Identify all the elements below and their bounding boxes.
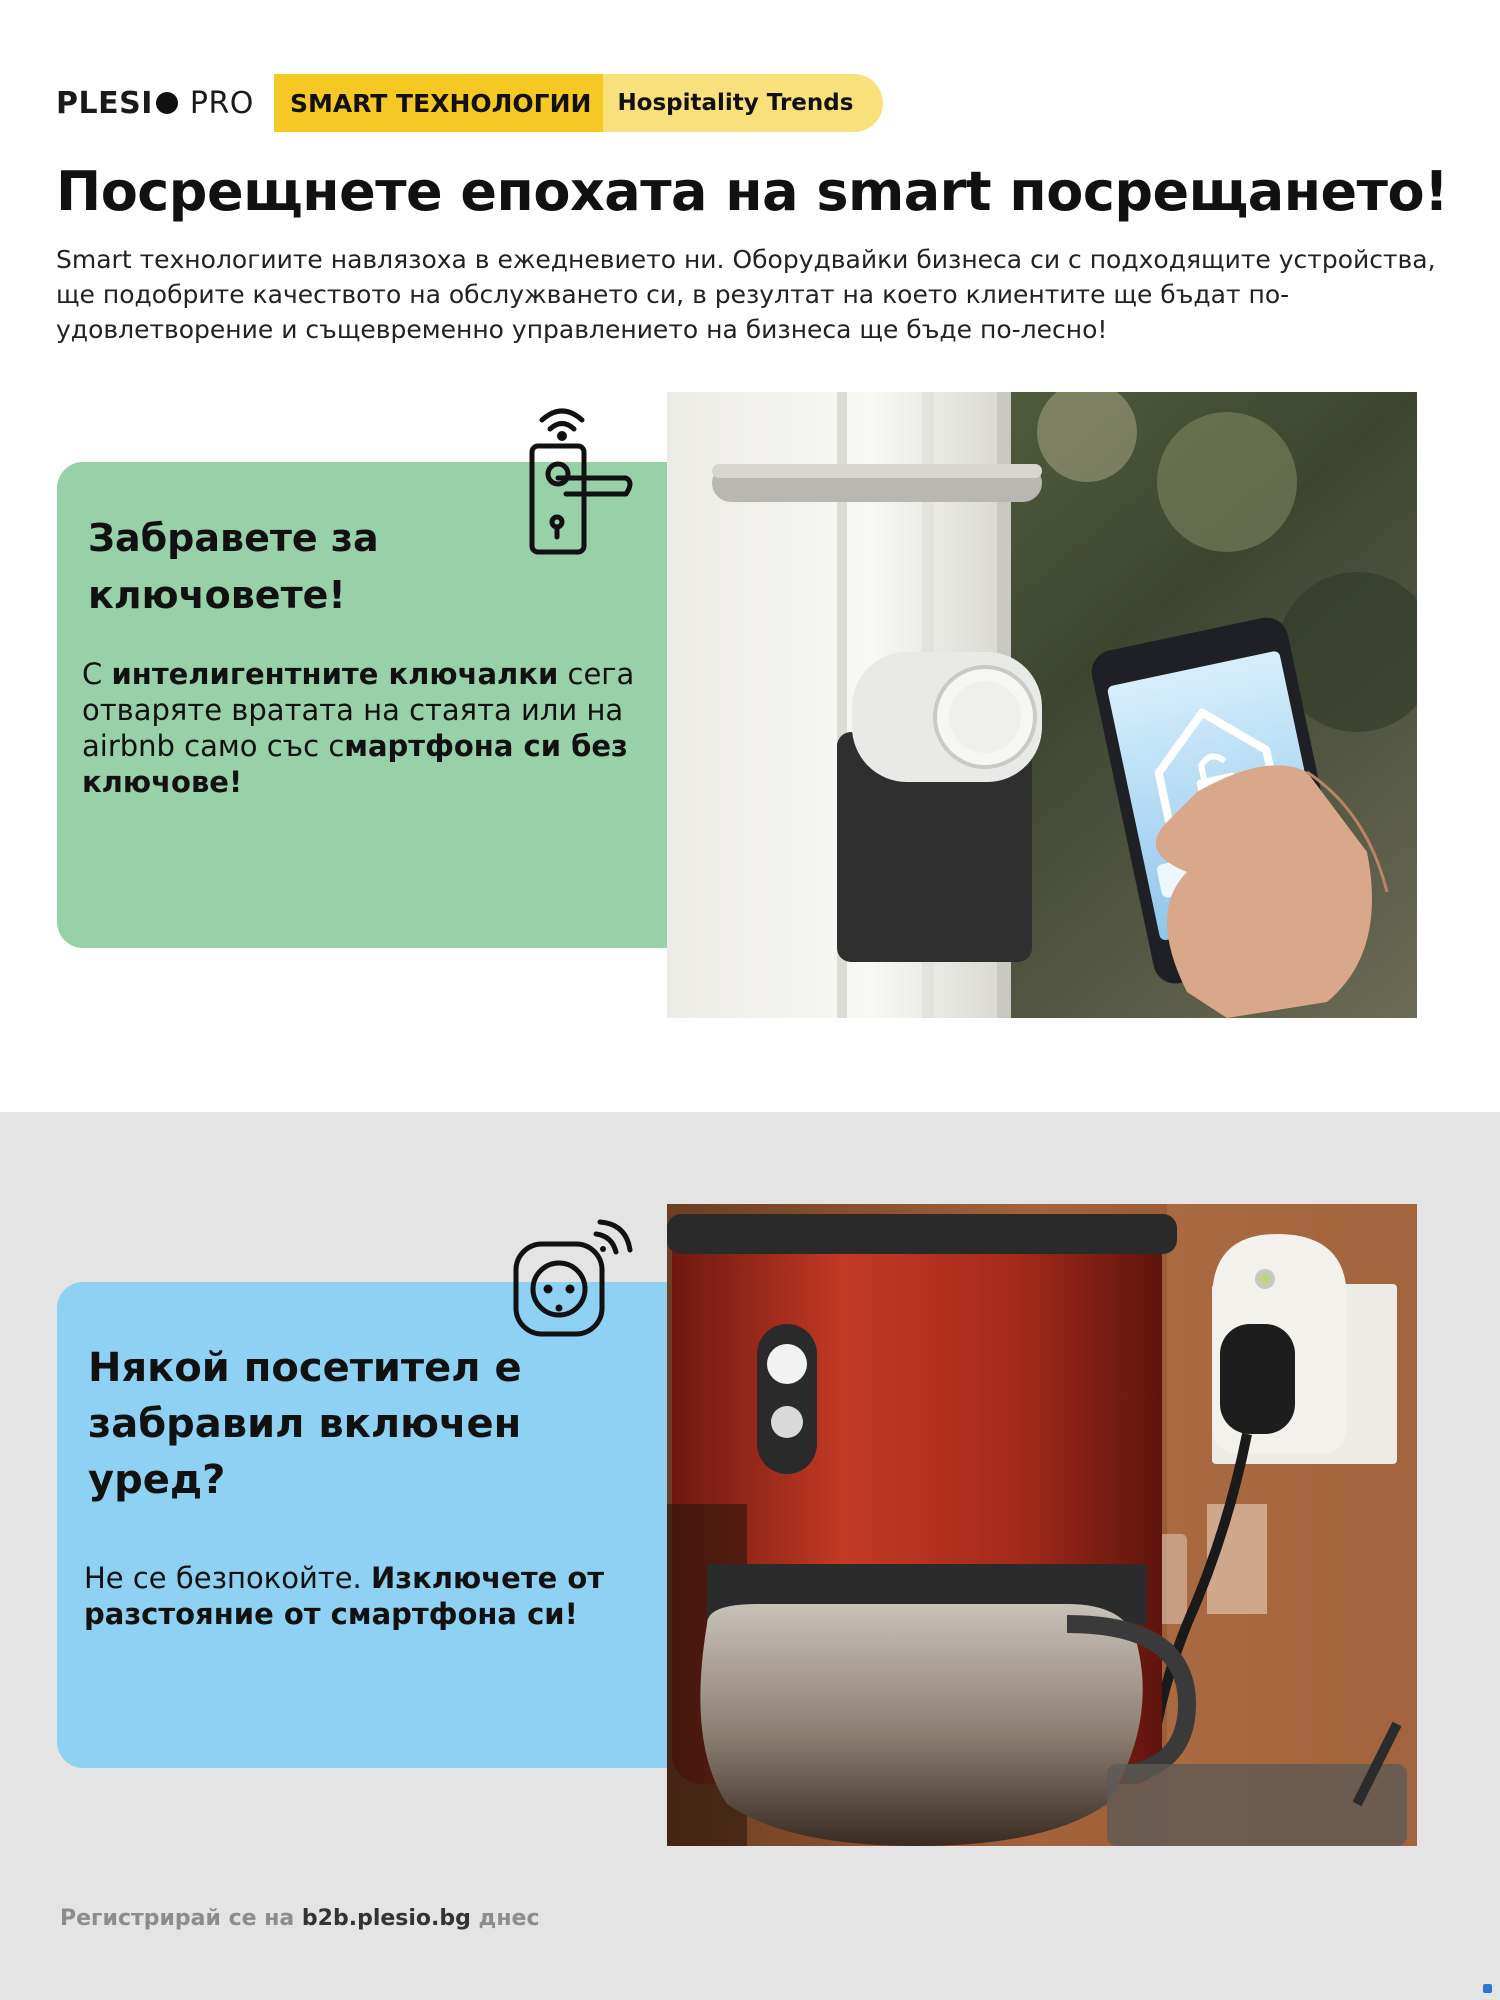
smart-plug-text-part: Не се безпокойте. [84,1561,371,1595]
footer-suffix: днес [470,1906,540,1931]
smart-plug-title: Някой посетител е забравил включен уред? [88,1345,522,1503]
smart-lock-text-bold: интелигентните ключалки [111,657,559,691]
footer-registration [60,1906,539,1931]
page-title: Посрещнете епохата на smart посрещането! [56,160,1449,223]
footer-prefix: Регистрирай се на [60,1906,302,1931]
smart-plug-photo [667,1204,1417,1846]
smart-lock-text-part: С [82,657,112,691]
tag-smart-technologies[interactable]: SMART ТЕХНОЛОГИИ [274,74,604,132]
smart-plug-text-bold: Изключете от разстояние от смартфона си! [84,1561,605,1631]
smart-lock-text [82,656,682,800]
smart-door-handle-icon [526,398,638,558]
category-tags [274,74,884,132]
smart-plug-text [84,1560,684,1632]
tag-hospitality-trends[interactable]: Hospitality Trends [617,90,854,116]
smart-lock-text-part: сега отваряте вратата на стаята или на airbnb само със с [82,657,635,763]
brand-suffix: PRO [189,85,254,121]
page-marker [1483,1984,1492,1993]
smart-lock-photo [667,392,1417,1018]
brand-logo[interactable] [56,86,254,121]
header [56,74,883,132]
smart-plug-icon [510,1218,638,1346]
smart-lock-text-bold: мартфона си без ключове! [82,729,628,799]
brand-dot-icon [156,92,178,114]
brand-name: PLESI [56,85,153,121]
smart-lock-title: Забравете за ключовете! [88,516,379,617]
footer-link[interactable]: b2b.plesio.bg [301,1906,471,1931]
intro-paragraph: Smart технологиите навлязоха в ежедневието ни. Оборудвайки бизнеса си с подходящите устройства, ще подобрите качеството на обслужването си, в резултат на което клиентите ще бъдат по-удовлетворение и същевременно управлението на бизнеса ще бъде по-лесно! [56,245,1436,344]
